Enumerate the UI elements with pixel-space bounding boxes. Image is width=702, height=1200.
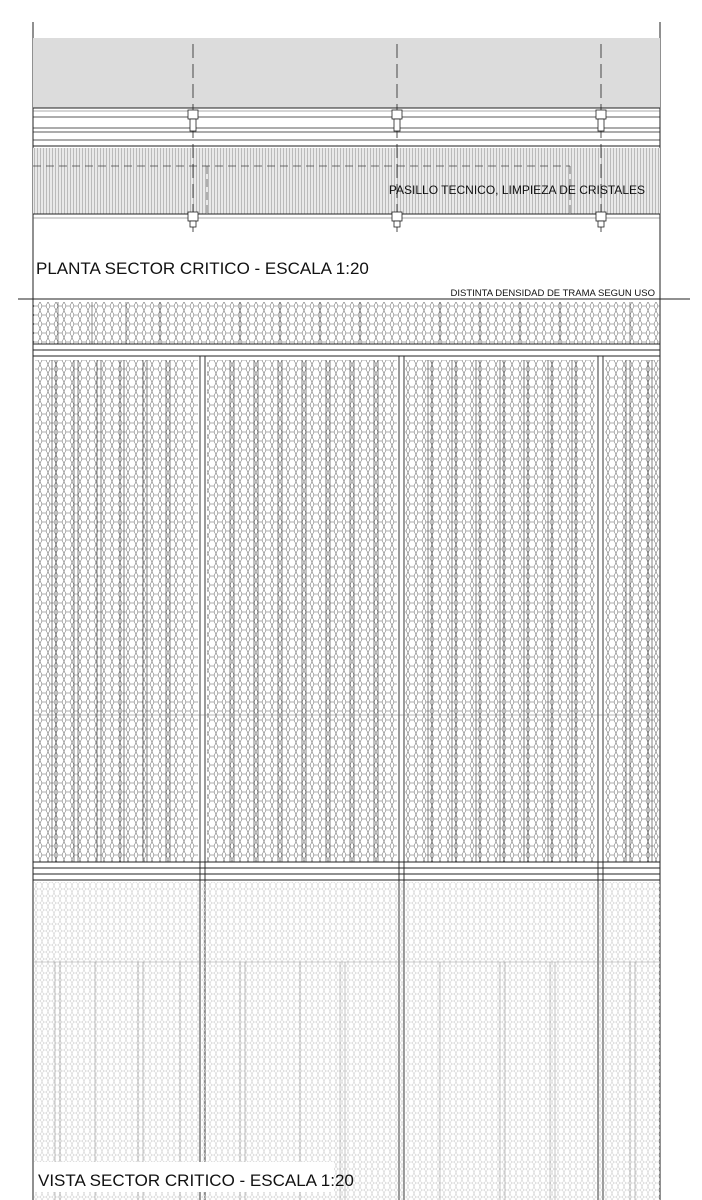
- elevation-view: [33, 299, 660, 1200]
- pattern-density-note: DISTINTA DENSIDAD DE TRAMA SEGUN USO: [450, 288, 655, 299]
- light-hex-panel: [34, 882, 660, 1200]
- upper-hex-band: [33, 302, 660, 344]
- elevation-title: VISTA SECTOR CRITICO - ESCALA 1:20: [38, 1171, 354, 1190]
- corridor-annotation: PASILLO TECNICO, LIMPIEZA DE CRISTALES: [388, 183, 645, 197]
- plan-view: [33, 22, 660, 300]
- dense-hex-panel-1: [35, 360, 198, 862]
- plan-title: PLANTA SECTOR CRITICO - ESCALA 1:20: [36, 259, 369, 278]
- slab-shaded-area: [33, 38, 660, 108]
